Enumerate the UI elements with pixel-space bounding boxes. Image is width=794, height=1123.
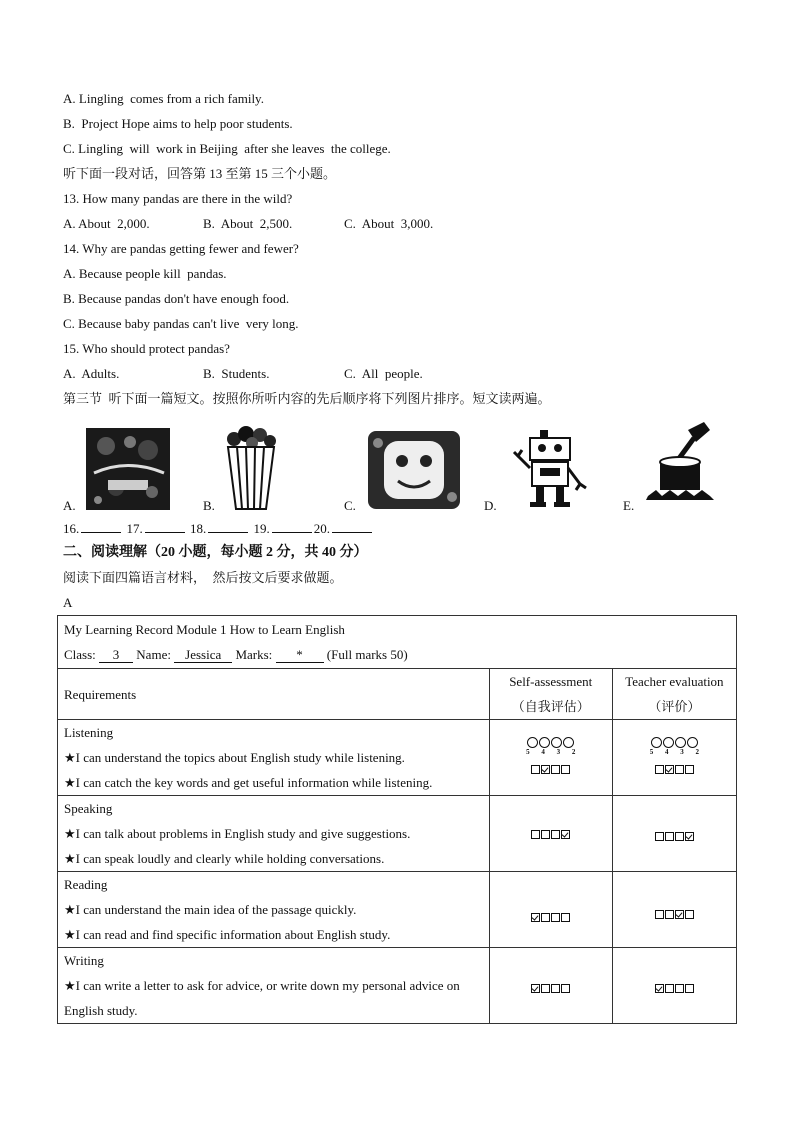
skill-speaking: Speaking [64,801,113,816]
header-teacher-cn: （评价） [648,699,701,714]
picture-label-d: D. [484,498,497,513]
option-b-line: B. Project Hope aims to help poor students. [63,116,293,131]
blank-20-label: 20. [313,521,330,536]
skill-listening: Listening [64,725,114,740]
table-title-row [58,616,737,669]
q15-option-c: C. All people. [344,366,423,381]
listening-self-rating [489,720,612,796]
reading-teacher-rating [612,872,736,948]
checkbox-group[interactable] [655,984,694,993]
empty-box-icon[interactable] [655,910,664,919]
table-row-writing [58,948,737,1024]
picture-e-axe-stump [644,418,718,504]
empty-box-icon[interactable] [551,765,560,774]
empty-box-icon[interactable] [665,910,674,919]
smiley-faces-icon [619,737,730,748]
empty-box-icon[interactable] [675,832,684,841]
speaking-item-1: ★I can talk about problems in English study and give suggestions. [64,826,411,841]
writing-item-1: ★I can write a letter to ask for advice, or write down my personal advice on English study. [64,978,460,1018]
skill-reading: Reading [64,877,108,892]
answer-blanks [63,520,374,537]
q14-option-c: C. Because baby pandas can't live very long. [63,316,299,331]
picture-label-c: C. [344,498,356,513]
listening-teacher-rating [612,720,736,796]
marks-value: * [276,648,324,663]
class-label: Class: [64,647,96,662]
q14-option-a: A. Because people kill pandas. [63,266,227,281]
checked-box-icon[interactable] [675,910,684,919]
picture-label-e: E. [623,498,635,513]
smiley-faces-icon [496,737,606,748]
empty-box-icon[interactable] [685,910,694,919]
blank-16-label: 16. [63,521,80,536]
picture-a-sea-poster [86,428,170,510]
checkbox-group[interactable] [531,765,570,774]
table-row-reading [58,872,737,948]
question-14: 14. Why are pandas getting fewer and fewer? [63,241,299,256]
speaking-item-2: ★I can speak loudly and clearly while holding conversations. [64,851,385,866]
checked-box-icon[interactable] [531,913,540,922]
blank-19[interactable] [272,520,312,533]
checked-box-icon[interactable] [665,765,674,774]
empty-box-icon[interactable] [541,830,550,839]
learning-record-table [57,615,737,1024]
empty-box-icon[interactable] [561,913,570,922]
speaking-self-rating [489,796,612,872]
passage-a-label: A [63,595,73,610]
dialogue-instruction: 听下面一段对话，回答第 13 至第 15 三个小题。 [63,166,337,181]
empty-box-icon[interactable] [675,765,684,774]
checked-box-icon[interactable] [561,830,570,839]
header-self-cn: （自我评估） [511,699,590,714]
empty-box-icon[interactable] [655,832,664,841]
full-marks: (Full marks 50) [326,647,408,662]
section-3-instruction: 第三节 听下面一篇短文。按照你所听内容的先后顺序将下列图片排序。短文读两遍。 [63,391,551,406]
q15-option-a: A. Adults. [63,366,120,381]
name-label: Name: [136,647,171,662]
checkbox-group[interactable] [531,984,570,993]
rating-numbers: 5 4 3 2 [649,748,705,756]
header-self-assessment [489,669,612,720]
checkbox-group[interactable] [531,830,570,839]
q13-option-c: C. About 3,000. [344,216,434,231]
empty-box-icon[interactable] [685,765,694,774]
reading-item-1: ★I can understand the main idea of the passage quickly. [64,902,357,917]
q14-option-b: B. Because pandas don't have enough food. [63,291,290,306]
checkbox-group[interactable] [531,913,570,922]
empty-box-icon[interactable] [665,832,674,841]
empty-box-icon[interactable] [655,765,664,774]
checkbox-group[interactable] [655,910,694,919]
checked-box-icon[interactable] [531,984,540,993]
checkbox-group[interactable] [655,765,694,774]
empty-box-icon[interactable] [551,913,560,922]
class-value: 3 [99,648,133,663]
reading-instruction: 阅读下面四篇语言材料， 然后按文后要求做题。 [63,570,343,585]
table-row-speaking [58,796,737,872]
blank-18-label: 18. [190,521,207,536]
checked-box-icon[interactable] [685,832,694,841]
picture-c-cartoon [368,431,460,509]
q13-option-a: A. About 2,000. [63,216,150,231]
writing-self-rating [489,948,612,1024]
table-header-row [58,669,737,720]
empty-box-icon[interactable] [685,984,694,993]
picture-label-a: A. [63,498,76,513]
q13-option-b: B. About 2,500. [203,216,293,231]
checked-box-icon[interactable] [541,765,550,774]
empty-box-icon[interactable] [665,984,674,993]
part-2-heading: 二、阅读理解（20 小题，每小题 2 分，共 40 分） [63,545,368,560]
header-self-en: Self-assessment [509,674,593,689]
reading-self-rating [489,872,612,948]
header-teacher-en: Teacher evaluation [625,674,724,689]
picture-label-b: B. [203,498,215,513]
listening-item-2: ★I can catch the key words and get useful information while listening. [64,775,433,790]
skill-writing: Writing [64,953,104,968]
checkbox-group[interactable] [655,832,694,841]
blank-17-label: 17. [126,521,143,536]
picture-b-popcorn [222,425,280,511]
name-value: Jessica [174,648,232,663]
blank-17[interactable] [145,520,185,533]
picture-d-robot [508,426,592,508]
reading-item-2: ★I can read and find specific information about English study. [64,927,391,942]
marks-label: Marks: [235,647,273,662]
listening-item-1: ★I can understand the topics about English study while listening. [64,750,405,765]
empty-box-icon[interactable] [551,830,560,839]
empty-box-icon[interactable] [561,984,570,993]
blank-16[interactable] [81,520,121,533]
blank-18[interactable] [208,520,248,533]
blank-20[interactable] [332,520,372,533]
speaking-teacher-rating [612,796,736,872]
record-title: My Learning Record Module 1 How to Learn English [64,622,345,637]
empty-box-icon[interactable] [531,765,540,774]
question-13: 13. How many pandas are there in the wild? [63,191,293,206]
record-info [64,642,730,667]
option-a-line: A. Lingling comes from a rich family. [63,91,264,106]
header-requirements: Requirements [58,669,490,720]
checked-box-icon[interactable] [655,984,664,993]
blank-19-label: 19. [253,521,270,536]
empty-box-icon[interactable] [675,984,684,993]
empty-box-icon[interactable] [551,984,560,993]
writing-teacher-rating [612,948,736,1024]
table-row-listening [58,720,737,796]
rating-numbers: 5 4 3 2 [526,748,581,756]
empty-box-icon[interactable] [531,830,540,839]
q15-option-b: B. Students. [203,366,270,381]
empty-box-icon[interactable] [541,913,550,922]
header-teacher-evaluation [612,669,736,720]
question-15: 15. Who should protect pandas? [63,341,230,356]
empty-box-icon[interactable] [561,765,570,774]
option-c-line: C. Lingling will work in Beijing after she leaves the college. [63,141,391,156]
empty-box-icon[interactable] [541,984,550,993]
